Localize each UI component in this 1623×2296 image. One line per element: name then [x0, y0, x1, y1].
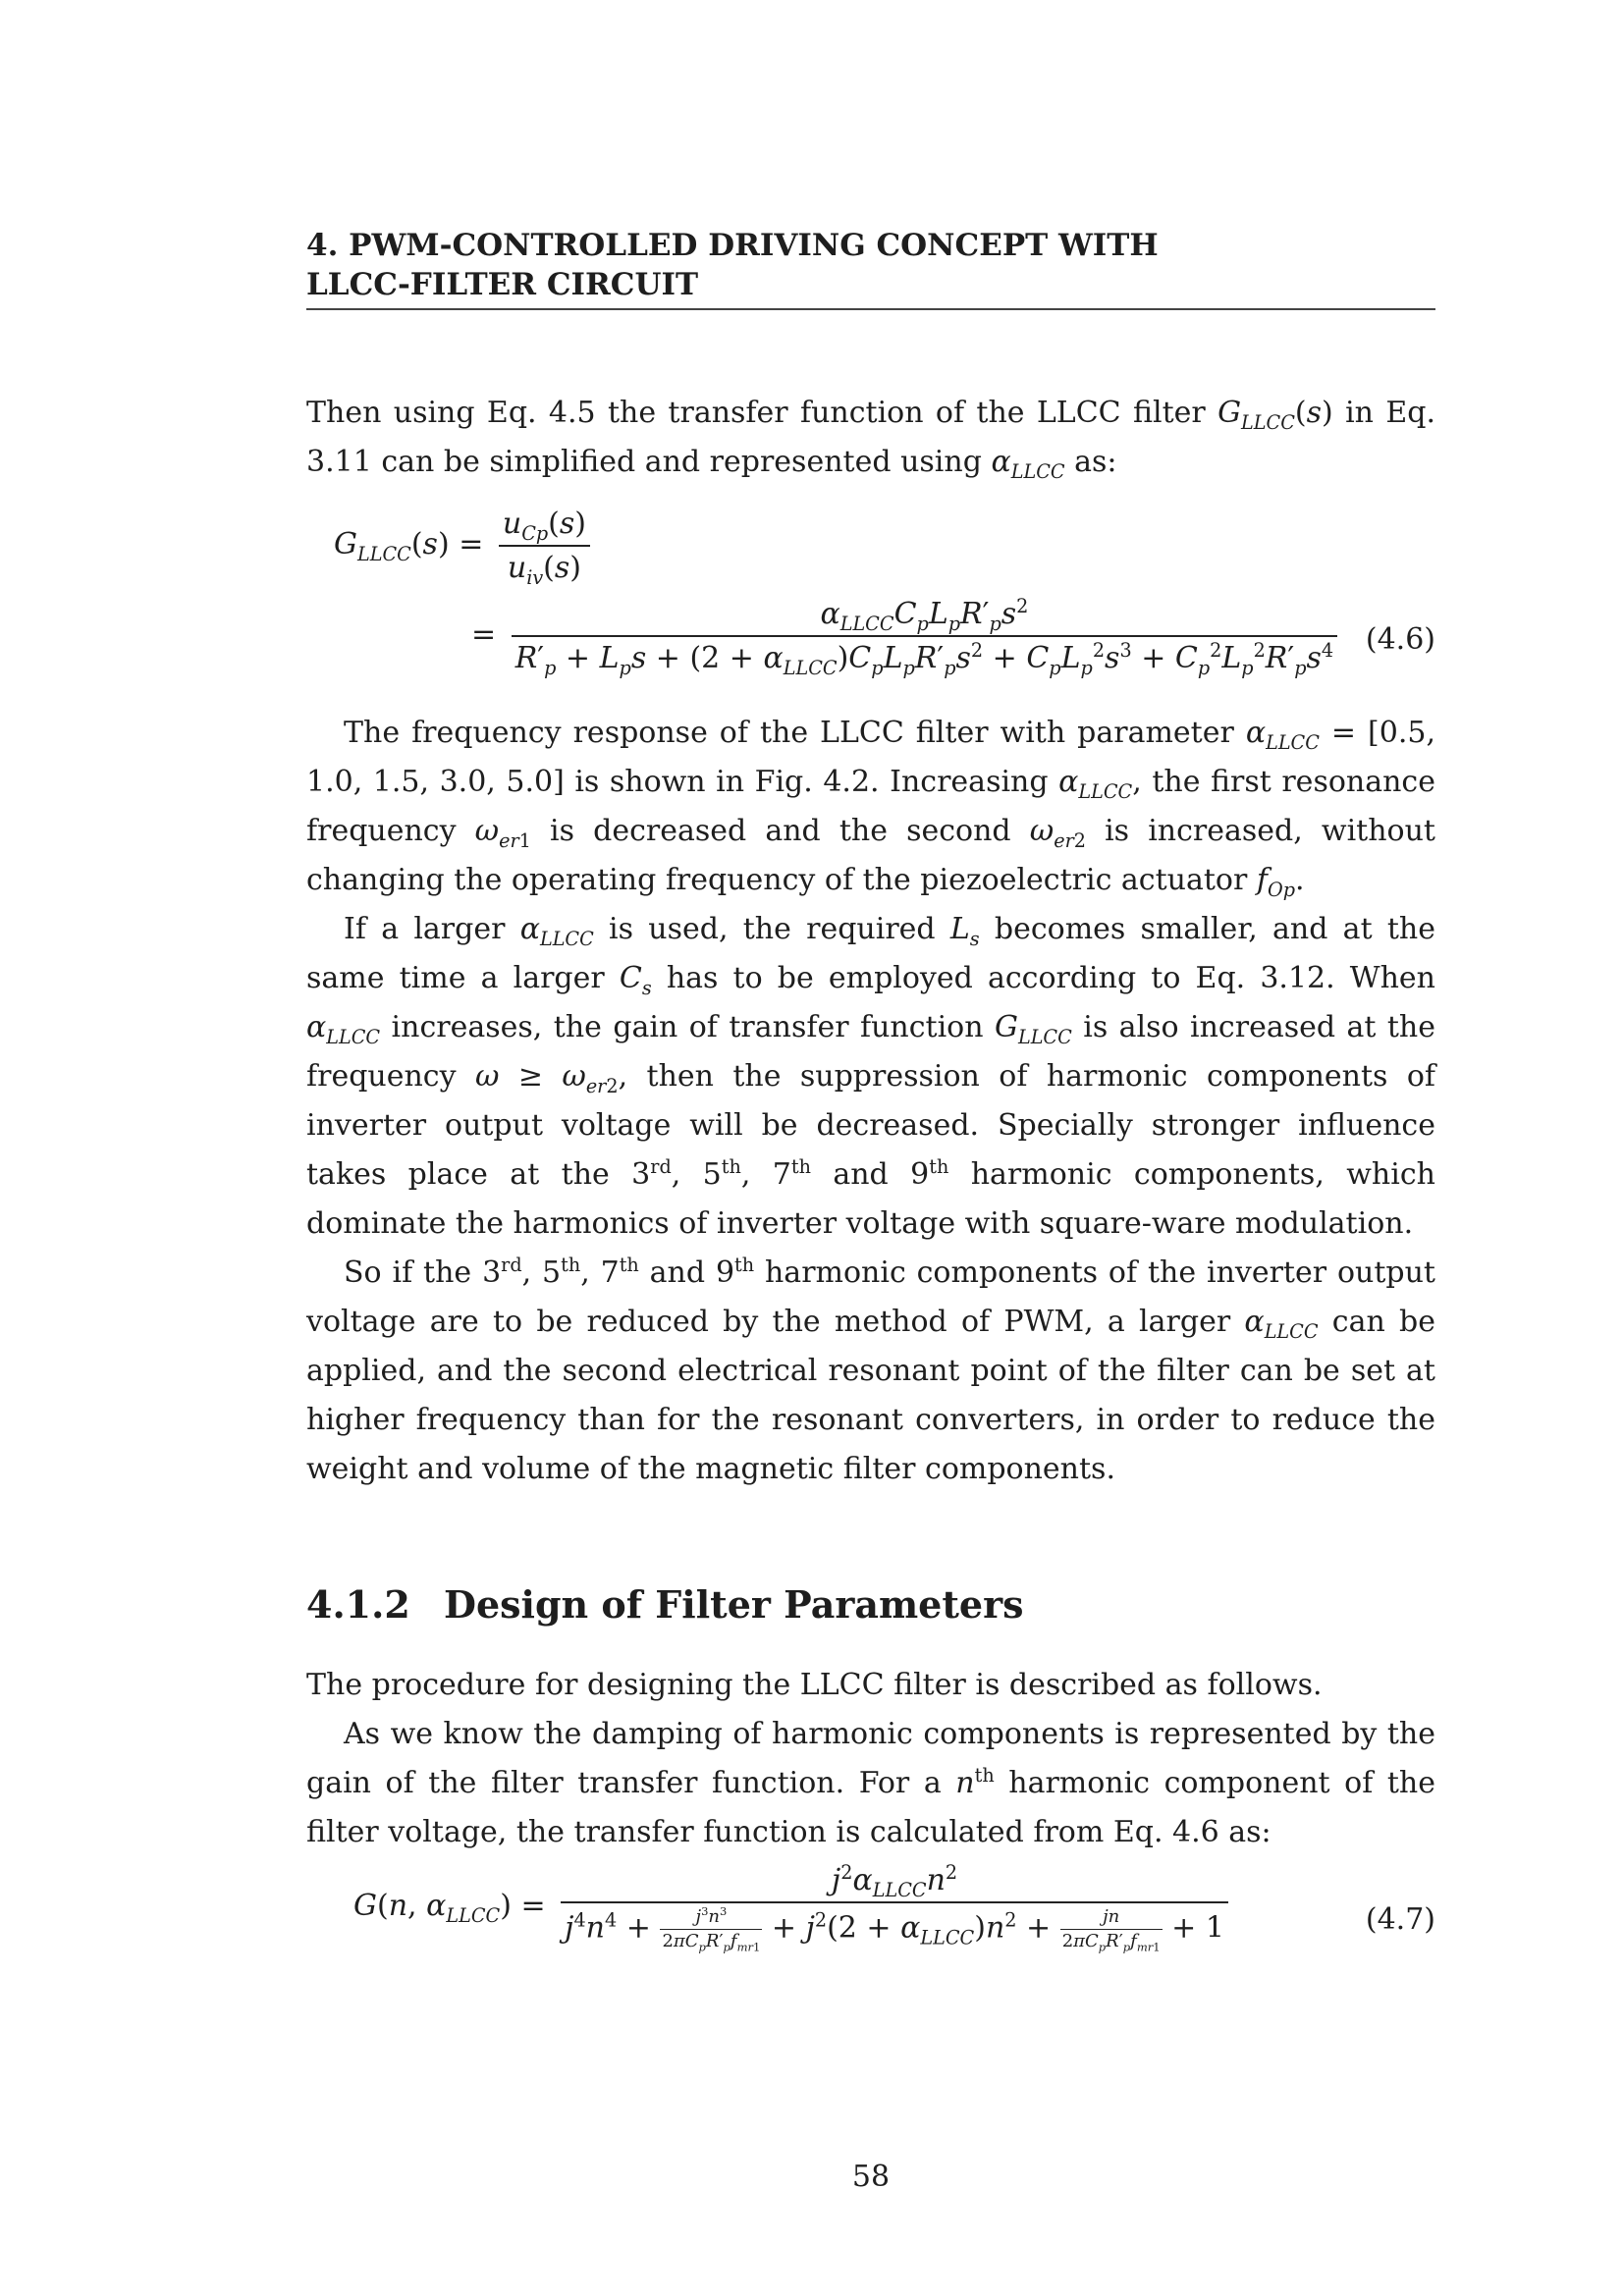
header-line-1: 4. PWM-CONTROLLED DRIVING CONCEPT WITH [306, 228, 1159, 263]
section-title: Design of Filter Parameters [444, 1582, 1024, 1627]
eq46-line1: $G_{LLCC}(s)$ = $\frac{u_{Cp}(s)}{u_{iv}(s)}$ [334, 507, 590, 585]
equation-number: (4.6) [1365, 622, 1435, 657]
eq47-body: G(n, $\alpha_{LLCC}$) = $j^2\alpha_{LLCC}n^2$ $j^4n^4$ + $\frac{j^3n^3}{2\pi C_pR'_pf_{mr1}}$ + $j^2(2 + \alpha_{LLCC})n^2$ + $\frac{jn}{2\pi C_pR'_pf_{mr1}}$ + 1 [353, 1863, 1228, 1951]
frequency-response-paragraph: The frequency response of the LLCC filter with parameter $\alpha_{LLCC} = [0.5$, 1.0, 1.5, 3.0, 5.0] is shown in Fig. 4.2. Increasing $\alpha_{LLCC}$, the first resonance frequency $\omega_{er1}$ is decreased and the second $\omega_{er2}$ is increased, without changing the operating frequency of the piezoelectric actuator $f_{Op}$. If a larger $\alpha_{LLCC}$ is used, the required $L_s$ becomes smaller, and at the same time a larger $C_s$ has to be employed according to Eq. 3.12. When $\alpha_{LLCC}$ increases, the gain of transfer function $G_{LLCC}$ is also increased at the frequency $\omega \ge \omega_{er2}$, then the suppression of harmonic components of inverter output voltage will be decreased. Specially stronger influence takes place at the 3rd, 5th, 7th and 9th harmonic components, which dominate the harmonics of inverter voltage with square-ware modulation. So if the 3rd, 5th, 7th and 9th harmonic components of the inverter output voltage are to be reduced by the method of PWM, a larger $\alpha_{LLCC}$ can be applied, and the second electrical resonant point of the filter can be set at higher frequency than for the resonant converters, in order to reduce the weight and volume of the magnetic filter components. [306, 709, 1435, 1494]
eq46-line2: = $\frac{\alpha_{LLCC}C_pL_pR'_ps^2}{R'_p + L_ps + (2 + \alpha_{LLCC})C_pL_pR'_ps^2 + C_pL_p^2s^3 + C_p^2L_p^2R'_ps^4}$ [471, 597, 1337, 675]
intro-paragraph: Then using Eq. 4.5 the transfer function of the LLCC filter $G_{LLCC}(s)$ in Eq. 3.11 can be simplified and represented using $\alpha_{LLCC}$ as: [306, 396, 1435, 483]
document-page [306, 0, 1435, 2296]
running-header [306, 226, 1435, 310]
equation-number: (4.7) [1365, 1902, 1435, 1937]
damping-paragraph: As we know the damping of harmonic components is represented by the gain of the filter transfer function. For a $n^{th}$ harmonic component of the filter voltage, the transfer function is calculated from Eq. 4.6 as: [306, 1717, 1436, 1849]
procedure-paragraph: The procedure for designing the LLCC filter is described as follows. As we know the damping of harmonic components is represented by the gain of the filter transfer function. For a $n^{th}$ harmonic component of the filter voltage, the transfer function is calculated from Eq. 4.6 as: [306, 1661, 1435, 1857]
header-line-2: LLCC-FILTER CIRCUIT [306, 267, 699, 302]
page-number: 58 [851, 2160, 891, 2194]
pwm-reduction-paragraph: So if the 3rd, 5th, 7th and 9th harmonic components of the inverter output voltage are to be reduced by the method of PWM, a larger $\alpha_{LLCC}$ can be applied, and the second electrical resonant point of the filter can be set at higher frequency than for the resonant converters, in order to reduce the weight and volume of the magnetic filter components. [306, 1254, 1435, 1486]
larger-alpha-paragraph: If a larger $\alpha_{LLCC}$ is used, the required $L_s$ becomes smaller, and at the same time a larger $C_s$ has to be employed according to Eq. 3.12. When $\alpha_{LLCC}$ increases, the gain of transfer function $G_{LLCC}$ is also increased at the frequency $\omega \ge \omega_{er2}$, then the suppression of harmonic components of inverter output voltage will be decreased. Specially stronger influence takes place at the 3rd, 5th, 7th and 9th harmonic components, which dominate the harmonics of inverter voltage with square-ware modulation. [306, 912, 1436, 1241]
section-number: 4.1.2 [306, 1582, 410, 1627]
section-heading [306, 1582, 1023, 1627]
